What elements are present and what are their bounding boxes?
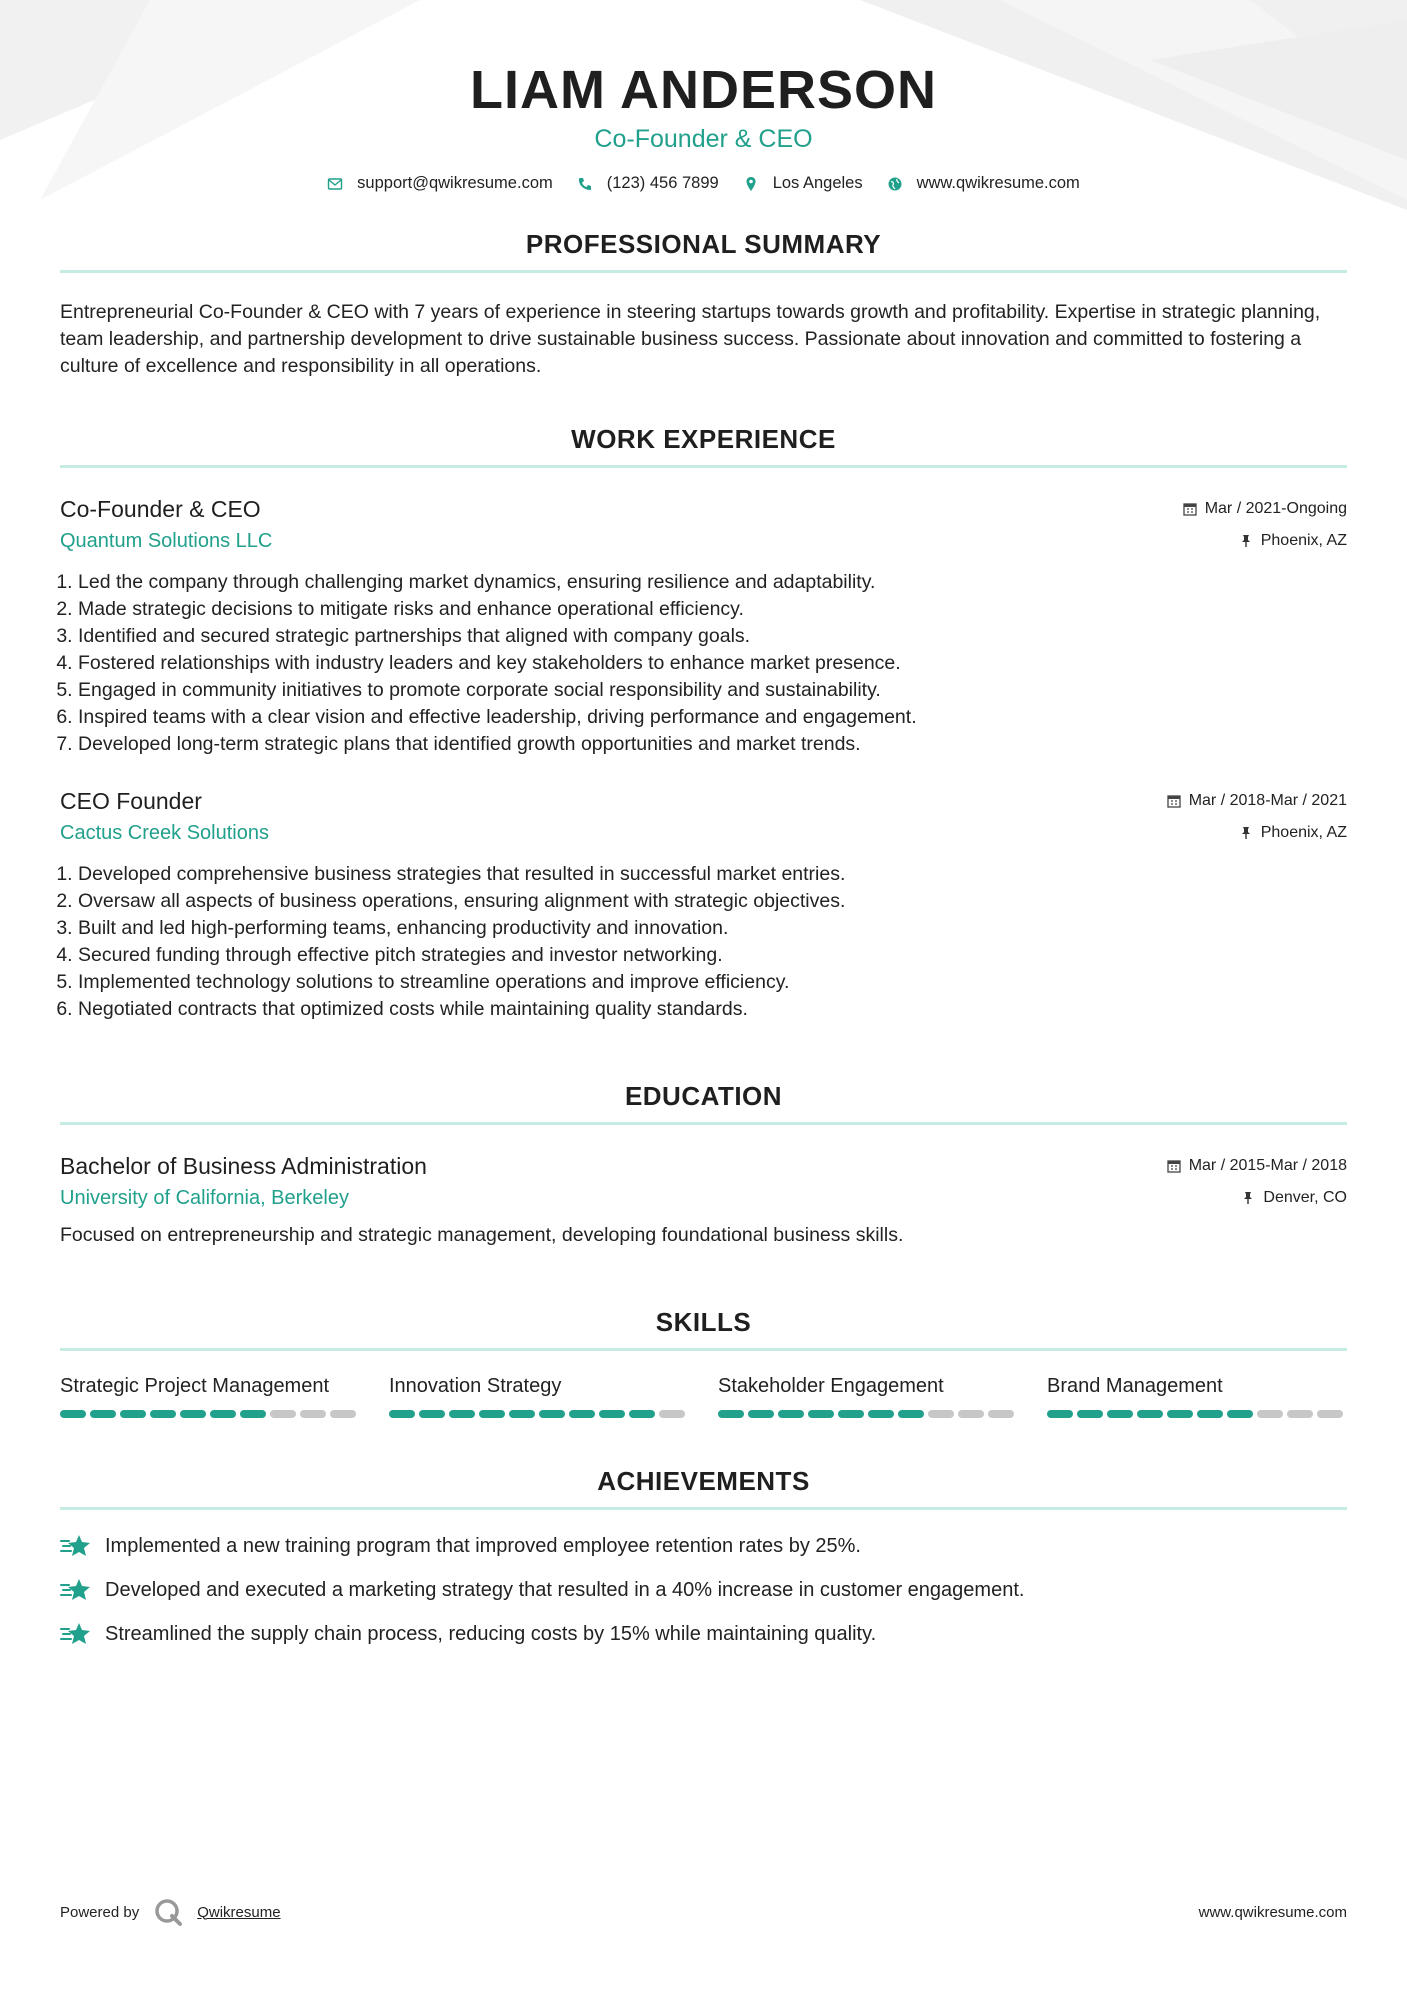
phone-text: (123) 456 7899 — [606, 174, 719, 192]
education-location: Denver, CO — [1263, 1189, 1347, 1206]
skill-segment-empty — [988, 1410, 1014, 1418]
contact-bar — [60, 174, 1347, 193]
skill-segment-empty — [659, 1410, 685, 1418]
calendar-icon — [1167, 794, 1181, 808]
skill-segment-filled — [1077, 1410, 1103, 1418]
globe-icon — [887, 176, 903, 192]
contact-email[interactable] — [327, 174, 553, 193]
achievements-section — [60, 1466, 1347, 1648]
list-item — [60, 1576, 1347, 1604]
skill-segment-filled — [389, 1410, 415, 1418]
skill-item — [718, 1373, 1018, 1418]
job-company: Quantum Solutions LLC — [60, 530, 273, 552]
job-dates: Mar / 2018-Mar / 2021 — [1188, 792, 1347, 809]
shooting-star-icon — [60, 1532, 92, 1560]
envelope-icon — [327, 176, 343, 192]
skill-segment-filled — [1227, 1410, 1253, 1418]
skill-item — [389, 1373, 689, 1418]
skill-segment-filled — [210, 1410, 236, 1418]
section-title: SKILLS — [60, 1307, 1347, 1351]
achievement-text: Streamlined the supply chain process, reducing costs by 15% while maintaining quality. — [105, 1623, 877, 1645]
section-title: EDUCATION — [60, 1081, 1347, 1125]
skill-segment-filled — [150, 1410, 176, 1418]
candidate-role: Co-Founder & CEO — [594, 125, 813, 153]
list-item — [60, 1620, 1347, 1648]
skill-segment-empty — [1317, 1410, 1343, 1418]
skill-segment-filled — [898, 1410, 924, 1418]
footer — [60, 1897, 1347, 1927]
skill-segment-filled — [569, 1410, 595, 1418]
skill-segment-filled — [1107, 1410, 1133, 1418]
job-title: Co-Founder & CEO — [60, 496, 261, 522]
achievement-text: Implemented a new training program that improved employee retention rates by 25%. — [105, 1535, 861, 1557]
school-name: University of California, Berkeley — [60, 1187, 349, 1209]
skill-segment-empty — [958, 1410, 984, 1418]
skill-segment-filled — [449, 1410, 475, 1418]
skill-segment-filled — [539, 1410, 565, 1418]
list-item: 3. Built and led high-performing teams, enhancing productivity and innovation. — [78, 915, 1347, 942]
qwikresume-logo-icon — [153, 1897, 183, 1927]
section-title: WORK EXPERIENCE — [60, 424, 1347, 468]
job-company: Cactus Creek Solutions — [60, 822, 269, 844]
job-location: Phoenix, AZ — [1260, 824, 1347, 841]
list-item: 6. Negotiated contracts that optimized costs while maintaining quality standards. — [78, 996, 1347, 1023]
skill-item — [1047, 1373, 1347, 1418]
skill-segment-empty — [300, 1410, 326, 1418]
skill-name: Strategic Project Management — [60, 1375, 330, 1397]
job-entry — [60, 786, 1347, 1023]
section-title: PROFESSIONAL SUMMARY — [60, 229, 1347, 273]
skill-segment-filled — [60, 1410, 86, 1418]
skill-segment-filled — [479, 1410, 505, 1418]
skill-segment-filled — [718, 1410, 744, 1418]
skill-segment-filled — [120, 1410, 146, 1418]
pushpin-icon — [1239, 826, 1253, 840]
list-item: 2. Made strategic decisions to mitigate risks and enhance operational efficiency. — [78, 596, 1347, 623]
skill-level-bar — [718, 1410, 1018, 1418]
skill-segment-filled — [868, 1410, 894, 1418]
list-item: 5. Engaged in community initiatives to promote corporate social responsibility and sustainability. — [78, 677, 1347, 704]
list-item: 1. Developed comprehensive business strategies that resulted in successful market entries. — [78, 861, 1347, 888]
skill-segment-empty — [1257, 1410, 1283, 1418]
list-item: 7. Developed long-term strategic plans that identified growth opportunities and market trends. — [78, 731, 1347, 758]
skill-segment-filled — [1137, 1410, 1163, 1418]
education-entry — [60, 1151, 1347, 1249]
skill-segment-filled — [748, 1410, 774, 1418]
job-location: Phoenix, AZ — [1260, 532, 1347, 549]
list-item: 5. Implemented technology solutions to streamline operations and improve efficiency. — [78, 969, 1347, 996]
skill-segment-filled — [808, 1410, 834, 1418]
brand-link[interactable]: Qwikresume — [197, 1903, 281, 1921]
contact-website[interactable] — [887, 174, 1080, 193]
calendar-icon — [1167, 1159, 1181, 1173]
shooting-star-icon — [60, 1576, 92, 1604]
skill-level-bar — [1047, 1410, 1347, 1418]
skill-item — [60, 1373, 360, 1418]
powered-by-label: Powered by — [60, 1903, 140, 1921]
footer-website[interactable]: www.qwikresume.com — [1198, 1903, 1347, 1921]
contact-location — [743, 174, 863, 193]
skill-name: Stakeholder Engagement — [718, 1375, 944, 1397]
skill-segment-filled — [838, 1410, 864, 1418]
shooting-star-icon — [60, 1620, 92, 1648]
skill-segment-empty — [1287, 1410, 1313, 1418]
resume-header — [60, 0, 1347, 193]
skill-segment-filled — [240, 1410, 266, 1418]
powered-by — [60, 1897, 281, 1927]
list-item: 4. Secured funding through effective pitch strategies and investor networking. — [78, 942, 1347, 969]
skill-segment-empty — [270, 1410, 296, 1418]
skill-segment-filled — [1047, 1410, 1073, 1418]
skill-segment-filled — [629, 1410, 655, 1418]
skills-grid — [60, 1373, 1347, 1418]
education-section — [60, 1081, 1347, 1249]
skill-segment-filled — [509, 1410, 535, 1418]
achievement-text: Developed and executed a marketing strategy that resulted in a 40% increase in customer engagement. — [105, 1579, 1025, 1601]
contact-phone[interactable] — [577, 174, 719, 193]
job-title: CEO Founder — [60, 788, 202, 814]
skill-segment-filled — [1167, 1410, 1193, 1418]
skill-level-bar — [60, 1410, 360, 1418]
experience-section — [60, 424, 1347, 1023]
job-bullets — [60, 569, 1347, 758]
summary-section — [60, 229, 1347, 380]
skill-segment-filled — [1197, 1410, 1223, 1418]
achievements-list — [60, 1532, 1347, 1648]
skill-name: Brand Management — [1047, 1375, 1223, 1397]
skill-segment-empty — [330, 1410, 356, 1418]
skill-segment-filled — [419, 1410, 445, 1418]
pushpin-icon — [1241, 1191, 1255, 1205]
skill-segment-filled — [599, 1410, 625, 1418]
phone-icon — [577, 176, 593, 192]
job-entry — [60, 494, 1347, 758]
section-title: ACHIEVEMENTS — [60, 1466, 1347, 1510]
skill-segment-filled — [180, 1410, 206, 1418]
skill-segment-filled — [90, 1410, 116, 1418]
education-dates: Mar / 2015-Mar / 2018 — [1188, 1157, 1347, 1174]
list-item: 1. Led the company through challenging market dynamics, ensuring resilience and adaptability. — [78, 569, 1347, 596]
list-item: 4. Fostered relationships with industry leaders and key stakeholders to enhance market presence. — [78, 650, 1347, 677]
email-text: support@qwikresume.com — [357, 174, 553, 192]
job-dates: Mar / 2021-Ongoing — [1204, 500, 1347, 517]
list-item: 2. Oversaw all aspects of business operations, ensuring alignment with strategic objectives. — [78, 888, 1347, 915]
calendar-icon — [1183, 502, 1197, 516]
job-bullets — [60, 861, 1347, 1023]
degree-title: Bachelor of Business Administration — [60, 1153, 427, 1179]
location-text: Los Angeles — [772, 174, 863, 192]
pushpin-icon — [1239, 534, 1253, 548]
skill-level-bar — [389, 1410, 689, 1418]
list-item: 3. Identified and secured strategic partnerships that aligned with company goals. — [78, 623, 1347, 650]
list-item — [60, 1532, 1347, 1560]
skill-segment-empty — [928, 1410, 954, 1418]
map-pin-icon — [743, 176, 759, 192]
skills-section — [60, 1307, 1347, 1418]
education-description: Focused on entrepreneurship and strategic management, developing foundational business skills. — [60, 1224, 904, 1246]
website-text: www.qwikresume.com — [916, 174, 1080, 192]
list-item: 6. Inspired teams with a clear vision and effective leadership, driving performance and engagement. — [78, 704, 1347, 731]
candidate-name: LIAM ANDERSON — [470, 60, 937, 120]
summary-text: Entrepreneurial Co-Founder & CEO with 7 years of experience in steering startups towards growth and profitability. Expertise in strategic planning, team leadership, and partnership development to drive sustainable business success. Passionate about innovation and committed to fostering a culture of excellence and responsibility in all operations. — [60, 301, 1321, 377]
skill-name: Innovation Strategy — [389, 1375, 562, 1397]
skill-segment-filled — [778, 1410, 804, 1418]
